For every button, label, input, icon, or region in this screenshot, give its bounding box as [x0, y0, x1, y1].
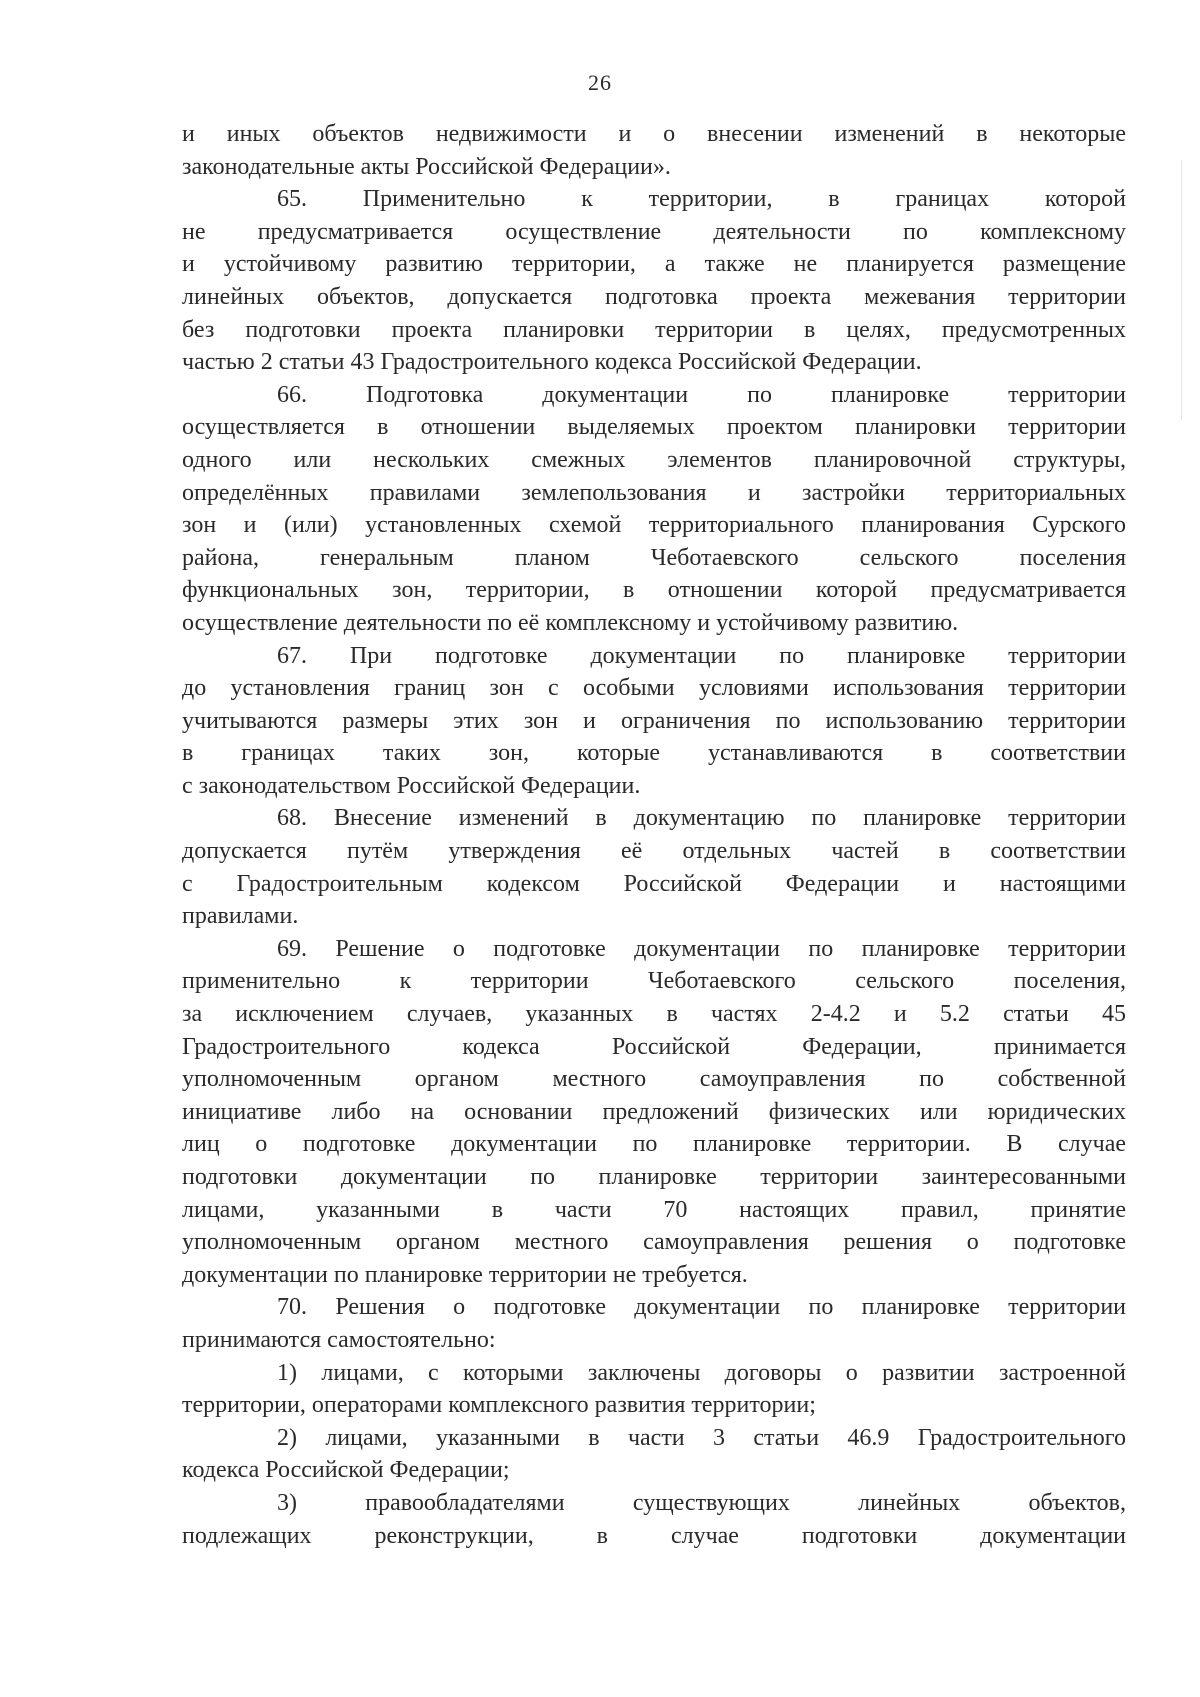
text-line: лиц о подготовке документации по планировке территории. В случае	[182, 1131, 1126, 1158]
text-line: осуществляется в отношении выделяемых проектом планировки территории	[182, 414, 1126, 441]
text-line: учитываются размеры этих зон и ограничения по использованию территории	[182, 707, 1126, 734]
text-line: уполномоченным органом местного самоуправления решения о подготовке	[182, 1229, 1126, 1256]
page-number: 26	[588, 70, 612, 95]
text-line: зон и (или) установленных схемой территориального планирования Сурского	[182, 512, 1126, 539]
text-line: инициативе либо на основании предложений физических или юридических	[182, 1098, 1126, 1125]
text-line: определённых правилами землепользования и застройки территориальных	[182, 479, 1126, 506]
text-line: до установления границ зон с особыми условиями использования территории	[182, 675, 1126, 702]
text-line: лицами, указанными в части 70 настоящих правил, принятие	[182, 1196, 1126, 1223]
text-line: 66. Подготовка документации по планировке территории	[277, 381, 1126, 408]
text-line: территории, операторами комплексного развития территории;	[182, 1392, 816, 1419]
text-line: в границах таких зон, которые устанавливаются в соответствии	[182, 740, 1126, 767]
text-line: 69. Решение о подготовке документации по планировке территории	[277, 935, 1126, 962]
text-line: 3) правообладателями существующих линейных объектов,	[277, 1489, 1126, 1516]
text-line: 67. При подготовке документации по планировке территории	[277, 642, 1126, 669]
text-line: 2) лицами, указанными в части 3 статьи 46.9 Градостроительного	[277, 1424, 1126, 1451]
text-line: и иных объектов недвижимости и о внесении изменений в некоторые	[182, 121, 1126, 147]
text-line: осуществление деятельности по её комплексному и устойчивому развитию.	[182, 609, 959, 636]
text-line: без подготовки проекта планировки территории в целях, предусмотренных	[182, 316, 1126, 343]
text-line: кодекса Российской Федерации;	[182, 1457, 510, 1484]
text-line: подготовки документации по планировке территории заинтересованными	[182, 1164, 1126, 1190]
text-line: принимаются самостоятельно:	[182, 1326, 496, 1353]
text-line: 68. Внесение изменений в документацию по планировке территории	[277, 805, 1126, 832]
text-line: 65. Применительно к территории, в границах которой	[277, 186, 1126, 213]
text-line: за исключением случаев, указанных в частях 2-4.2 и 5.2 статьи 45	[182, 1001, 1126, 1028]
text-line: допускается путём утверждения её отдельных частей в соответствии	[182, 838, 1126, 865]
text-line: частью 2 статьи 43 Градостроительного кодекса Российской Федерации.	[182, 349, 922, 376]
text-line: одного или нескольких смежных элементов планировочной структуры,	[182, 446, 1126, 473]
text-line: 1) лицами, с которыми заключены договоры о развитии застроенной	[277, 1359, 1126, 1386]
text-line: с законодательством Российской Федерации.	[182, 772, 641, 799]
text-line: Градостроительного кодекса Российской Федерации, принимается	[182, 1033, 1126, 1060]
text-line: линейных объектов, допускается подготовка проекта межевания территории	[182, 283, 1126, 310]
text-line: документации по планировке территории не требуется.	[182, 1261, 748, 1288]
text-line: района, генеральным планом Чеботаевского сельского поселения	[182, 544, 1126, 571]
scan-edge-mark	[1181, 160, 1182, 420]
text-line: не предусматривается осуществление деятельности по комплексному	[182, 218, 1126, 245]
text-line: с Градостроительным кодексом Российской Федерации и настоящими	[182, 870, 1126, 897]
text-line: и устойчивому развитию территории, а также не планируется размещение	[182, 251, 1126, 278]
text-line: подлежащих реконструкции, в случае подготовки документации	[182, 1522, 1126, 1549]
text-line: применительно к территории Чеботаевского сельского поселения,	[182, 968, 1126, 995]
text-line: функциональных зон, территории, в отношении которой предусматривается	[182, 577, 1126, 604]
text-line: правилами.	[182, 903, 299, 930]
text-line: законодательные акты Российской Федерации».	[182, 153, 671, 180]
text-line: 70. Решения о подготовке документации по планировке территории	[277, 1294, 1126, 1321]
document-body	[182, 118, 1126, 1552]
text-line: уполномоченным органом местного самоуправления по собственной	[182, 1066, 1126, 1093]
